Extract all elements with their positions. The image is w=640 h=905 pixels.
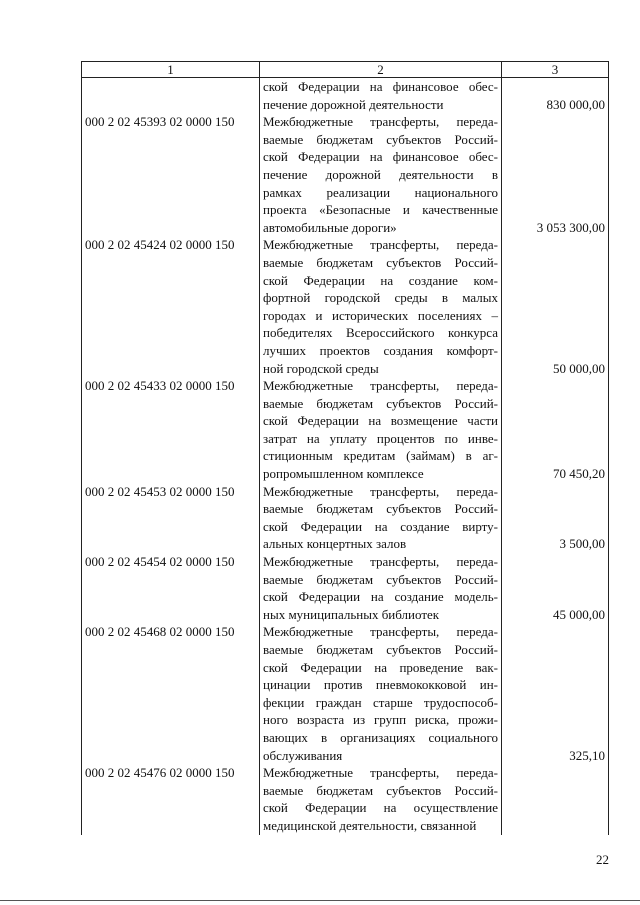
description-line: ской Федерации на проведение вак- — [263, 659, 498, 675]
description-line: проекта «Безопасные и качественные — [263, 202, 498, 218]
description-line: фортной городской среды в малых — [263, 290, 498, 306]
amount-cell: 830 000,00 — [502, 78, 609, 114]
table-body — [82, 78, 609, 835]
income-description-cell — [260, 764, 502, 834]
description-line: обслуживания — [263, 747, 343, 763]
description-line: Межбюджетные трансферты, переда- — [263, 624, 498, 640]
budget-code-cell: 000 2 02 45433 02 0000 150 — [82, 377, 260, 483]
amount-cell: 70 450,20 — [502, 377, 609, 483]
column-header-2: 2 — [260, 62, 502, 78]
description-line: ваемые бюджетам субъектов Россий- — [263, 131, 498, 147]
description-line: ской Федерации на осуществление — [263, 800, 498, 816]
description-line: ской Федерации на создание ком- — [263, 272, 498, 288]
description-line: ской Федерации на финансовое обес- — [263, 149, 498, 165]
income-description-cell — [260, 236, 502, 377]
description-line: цинации против пневмококковой ин- — [263, 677, 498, 693]
description-line: ской Федерации на создание модель- — [263, 589, 498, 605]
description-line: ных муниципальных библиотек — [263, 606, 440, 622]
description-line: городах и исторических поселениях – — [263, 307, 498, 323]
description-line: ской Федерации на возмещение части — [263, 413, 498, 429]
description-line: ской Федерации на создание вирту- — [263, 518, 498, 534]
table-row — [82, 764, 609, 834]
budget-code-cell: 000 2 02 45468 02 0000 150 — [82, 623, 260, 764]
amount-cell: 325,10 — [502, 623, 609, 764]
description-line: альных концертных залов — [263, 536, 407, 552]
description-line: печение дорожной деятельности в — [263, 166, 498, 182]
income-description-cell — [260, 377, 502, 483]
bottom-rule — [0, 900, 640, 901]
budget-code-cell: 000 2 02 45476 02 0000 150 — [82, 764, 260, 834]
description-line: ваемые бюджетам субъектов Россий- — [263, 571, 498, 587]
description-line: ваемые бюджетам субъектов Россий- — [263, 782, 498, 798]
description-line: ропромышленном комплексе — [263, 466, 424, 482]
description-line: вающих в организациях социального — [263, 729, 498, 745]
description-line: ваемые бюджетам субъектов Россий- — [263, 254, 498, 270]
income-description-cell — [260, 553, 502, 623]
budget-code-cell — [82, 78, 260, 114]
income-description-cell — [260, 623, 502, 764]
table-row — [82, 623, 609, 764]
description-line: Межбюджетные трансферты, переда- — [263, 765, 498, 781]
description-line: Межбюджетные трансферты, переда- — [263, 114, 498, 130]
description-line: лучших проектов создания комфорт- — [263, 342, 498, 358]
budget-code-cell: 000 2 02 45454 02 0000 150 — [82, 553, 260, 623]
amount-cell: 3 500,00 — [502, 483, 609, 553]
table-row — [82, 483, 609, 553]
amount-cell: 50 000,00 — [502, 236, 609, 377]
description-line: победителях Всероссийского конкурса — [263, 325, 498, 341]
description-line: медицинской деятельности, связанной — [263, 817, 477, 833]
description-line: ного возраста из групп риска, прожи- — [263, 712, 498, 728]
description-line: ваемые бюджетам субъектов Россий- — [263, 642, 498, 657]
table-row — [82, 113, 609, 236]
budget-code-cell: 000 2 02 45453 02 0000 150 — [82, 483, 260, 553]
table-row — [82, 377, 609, 483]
table-row — [82, 78, 609, 114]
description-line: Межбюджетные трансферты, переда- — [263, 483, 498, 499]
description-line: затрат на уплату процентов по инве- — [263, 430, 498, 446]
description-line: печение дорожной деятельности — [263, 96, 444, 112]
description-line: фекции граждан старше трудоспособ- — [263, 694, 498, 710]
description-line: Межбюджетные трансферты, переда- — [263, 237, 498, 253]
page-number: 22 — [596, 852, 609, 867]
description-line: стиционным кредитам (займам) в аг- — [263, 448, 498, 464]
column-header-1: 1 — [82, 62, 260, 78]
description-line: ской Федерации на финансовое обес- — [263, 79, 498, 94]
income-description-cell — [260, 78, 502, 114]
description-line: ной городской среды — [263, 360, 379, 376]
column-header-3: 3 — [502, 62, 609, 78]
amount-cell: 3 053 300,00 — [502, 113, 609, 236]
income-description-cell — [260, 483, 502, 553]
budget-code-cell: 000 2 02 45424 02 0000 150 — [82, 236, 260, 377]
table-header-row — [82, 62, 609, 78]
income-description-cell — [260, 113, 502, 236]
description-line: автомобильные дороги» — [263, 219, 397, 235]
table-row — [82, 553, 609, 623]
amount-cell — [502, 764, 609, 834]
description-line: рамках реализации национального — [263, 184, 498, 200]
description-line: Межбюджетные трансферты, переда- — [263, 378, 498, 394]
description-line: ваемые бюджетам субъектов Россий- — [263, 395, 498, 411]
description-line: ваемые бюджетам субъектов Россий- — [263, 501, 498, 517]
amount-cell: 45 000,00 — [502, 553, 609, 623]
table-row — [82, 236, 609, 377]
description-line: Межбюджетные трансферты, переда- — [263, 554, 498, 570]
budget-code-cell: 000 2 02 45393 02 0000 150 — [82, 113, 260, 236]
budget-table — [81, 61, 609, 835]
